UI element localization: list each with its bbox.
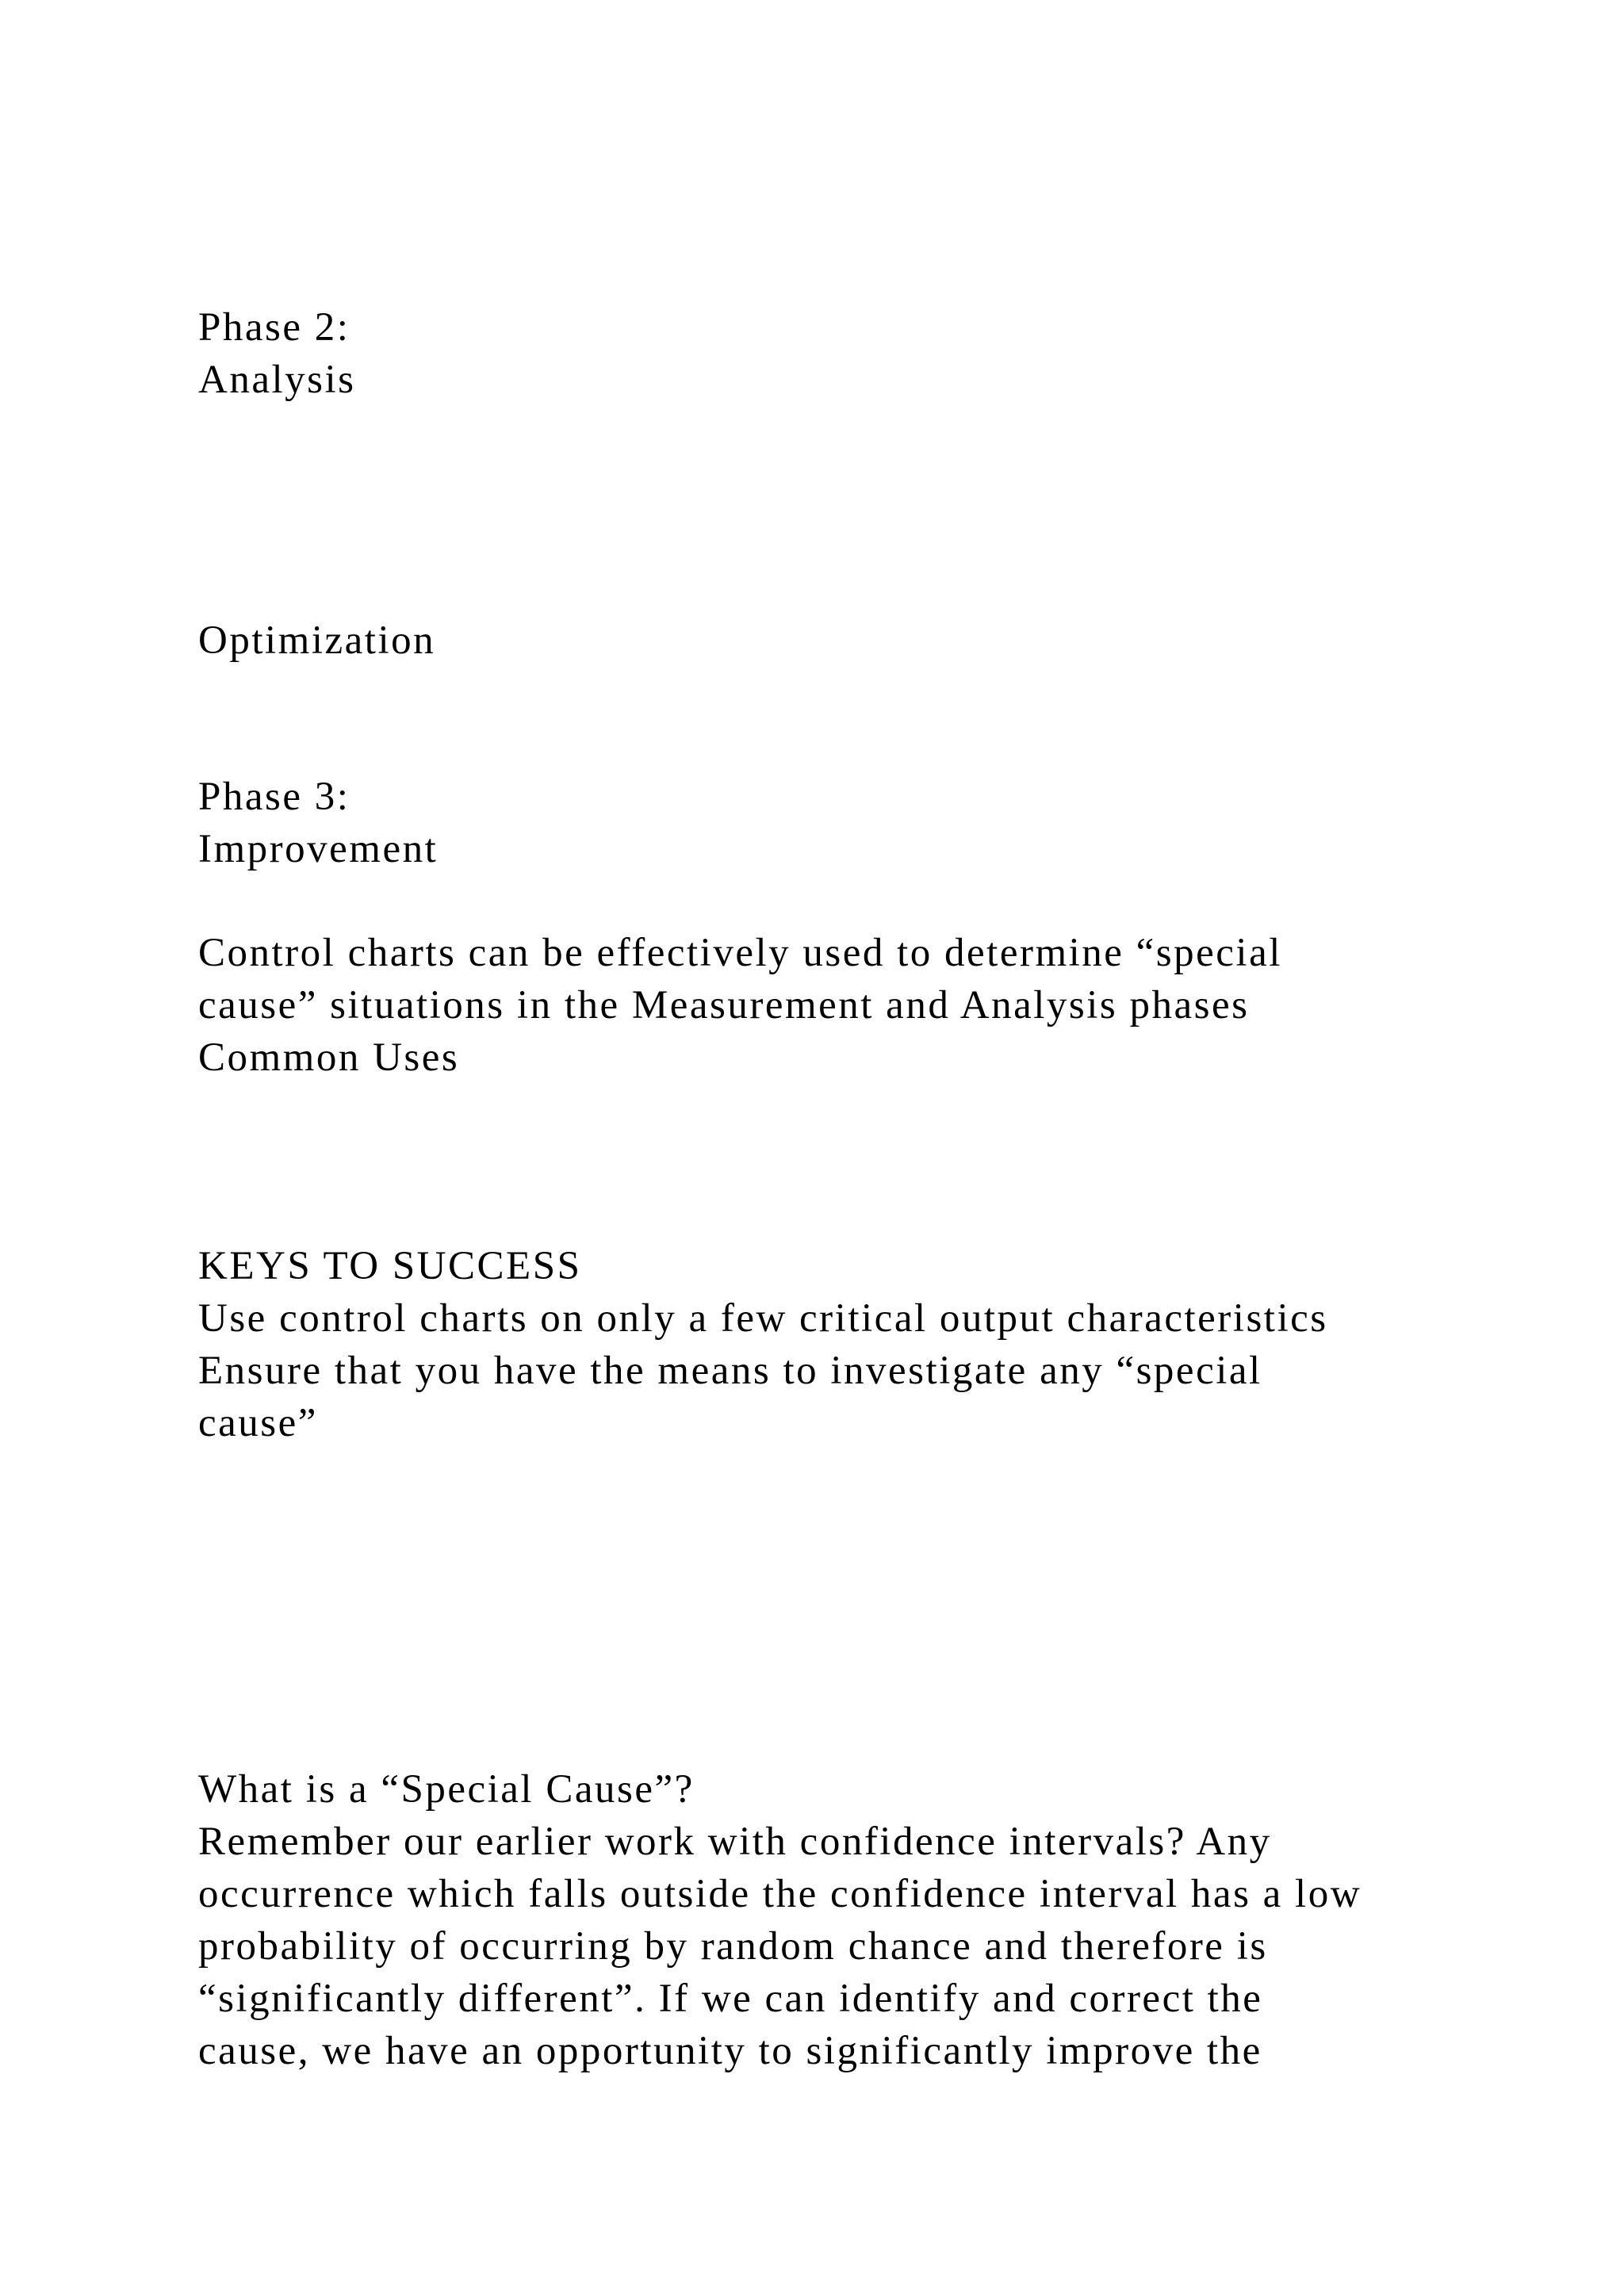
phase-2-heading: Phase 2: [198, 305, 350, 350]
keys-line-3: cause” [198, 1401, 318, 1445]
special-cause-heading: What is a “Special Cause”? [198, 1767, 695, 1812]
phase-3-heading: Phase 3: [198, 775, 350, 819]
keys-to-success-heading: KEYS TO SUCCESS [198, 1244, 582, 1288]
special-cause-line-2: occurrence which falls outside the confidence interval has a low [198, 1872, 1362, 1916]
phase-3-title: Improvement [198, 827, 439, 871]
keys-line-1: Use control charts on only a few critical output characteristics [198, 1296, 1328, 1341]
optimization-heading: Optimization [198, 618, 436, 663]
control-charts-line-2: cause” situations in the Measurement and Analysis phases [198, 983, 1250, 1027]
special-cause-line-4: “significantly different”. If we can identify and correct the [198, 1976, 1263, 2021]
special-cause-line-3: probability of occurring by random chance and therefore is [198, 1924, 1268, 1969]
common-uses-heading: Common Uses [198, 1035, 460, 1080]
special-cause-line-1: Remember our earlier work with confidence intervals? Any [198, 1820, 1272, 1864]
phase-2-title: Analysis [198, 358, 356, 402]
control-charts-line-1: Control charts can be effectively used to determine “special [198, 931, 1282, 975]
keys-line-2: Ensure that you have the means to investigate any “special [198, 1349, 1262, 1393]
special-cause-line-5: cause, we have an opportunity to significantly improve the [198, 2029, 1262, 2073]
